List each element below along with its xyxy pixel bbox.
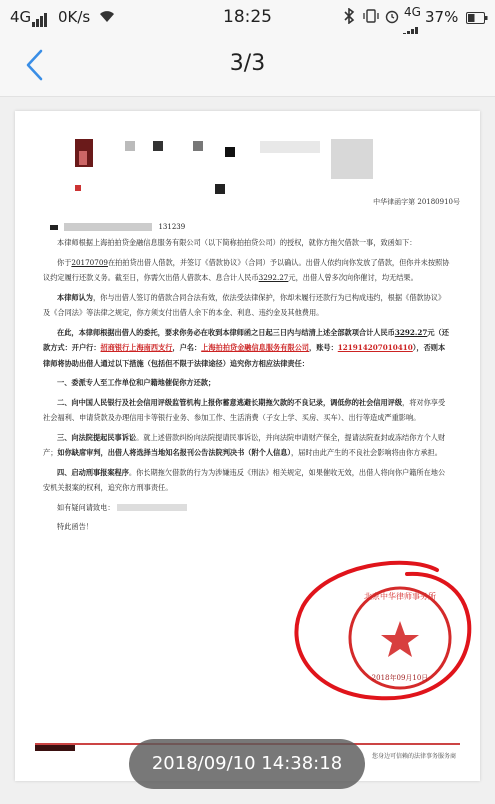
alarm-icon [384,8,400,28]
loan-paragraph: 你于20170709在拍拍贷出借人借款，并签订《借款协议》（合同）予以确认。出借人依约向你发放了借款，但你并未按照协议约定履行还款义务。截至日，你需欠出借人借款本、息合计人民币3292.27元，出借人曾多次向你催讨，均无结果。 [43,257,450,282]
recipient-suffix: 131239 [158,223,186,231]
measure-3: 三、向法院提起民事诉讼。就上述借款纠纷向法院提请民事诉讼，并向法院申请财产保全，提请法院查封或冻结你方个人财产；如你缺席审判，出借人将选择当地知名报刊公告法院判决书（附个人信息），届时由此产生的不良社会影响将由你方承担。 [43,432,446,457]
svg-text:北京中华律师事务所: 北京中华律师事务所 [364,592,436,601]
status-bar [0,0,495,34]
svg-text:2018年09月10日: 2018年09月10日 [371,674,429,682]
screenshot-timestamp: 2018/09/10 14:38:18 [129,739,365,789]
footer-slogan: 您身边可信赖的法律事务服务商 [371,753,456,760]
annotation-circle [287,556,477,706]
page-indicator: 3/3 [229,51,266,76]
closing-line: 特此函告！ [57,522,93,531]
measure-2: 二、向中国人民银行及社会信用评级监管机构上报你蓄意逃避长期拖欠款的不良记录，调低你的社会信用评级，将对你享受社会福利、申请贷款及办理信用卡等银行业务、参加工作、生活消费（子女上学、买房、买车）、出行等造成严重影响。 [43,397,446,422]
network-right-label: 4G [404,5,421,19]
document-viewer[interactable] [0,97,495,804]
lawyer-opinion-paragraph: 本律师认为，你与出借人签订的借款合同合法有效，依法受法律保护，你却未履行还款行为已构成违约，根据《借款协议》及《合同法》等法律之规定，你方须支付出借人余下的本金、利息、违约金及其他费用。 [43,292,446,317]
letter-body [43,233,451,539]
footer-mark [35,745,75,751]
vibrate-icon [363,8,379,28]
letterhead-redacted [75,139,375,179]
wifi-icon [99,9,115,27]
recipient-line [50,223,185,231]
clock: 18:25 [223,7,272,27]
bluetooth-icon [343,8,355,28]
document-page [15,111,480,781]
signal-icon [32,9,48,27]
network-speed: 0K/s [58,8,91,26]
measure-1: 一、委派专人至工作单位和户籍地催促你方还款； [57,378,216,387]
nav-bar [0,34,495,97]
battery-icon [466,10,488,28]
measure-4: 四、启动刑事报案程序。你长期拖欠借款的行为为涉嫌违反《刑法》相关规定，如果催收无效，出借人将向你户籍所在地公安机关报案的权利，追究你方刑事责任。 [43,467,446,492]
network-label: 4G [10,8,32,26]
battery-level: 37% [425,8,459,26]
contact-line: 如有疑问请致电： [43,500,451,516]
intro-paragraph: 本律师根据上海拍拍贷金融信息服务有限公司（以下简称拍拍贷公司）的授权，就你方拖欠借款一事，致函如下： [57,238,417,247]
document-number: 中华律函字第 20180910号 [373,198,460,206]
demand-paragraph: 在此，本律师根据出借人的委托，要求你务必在收到本律师函之日起三日内与结清上述全部款项合计人民币3292.27元（还款方式：开户行：招商银行上海南西支行，户名：上海拍拍贷金融信息服务有限公司，账号：121914207010410），否则本律师将协助出借人通过以下措施（包括但不限于法律途径）追究你方相应法律责任： [43,327,449,368]
